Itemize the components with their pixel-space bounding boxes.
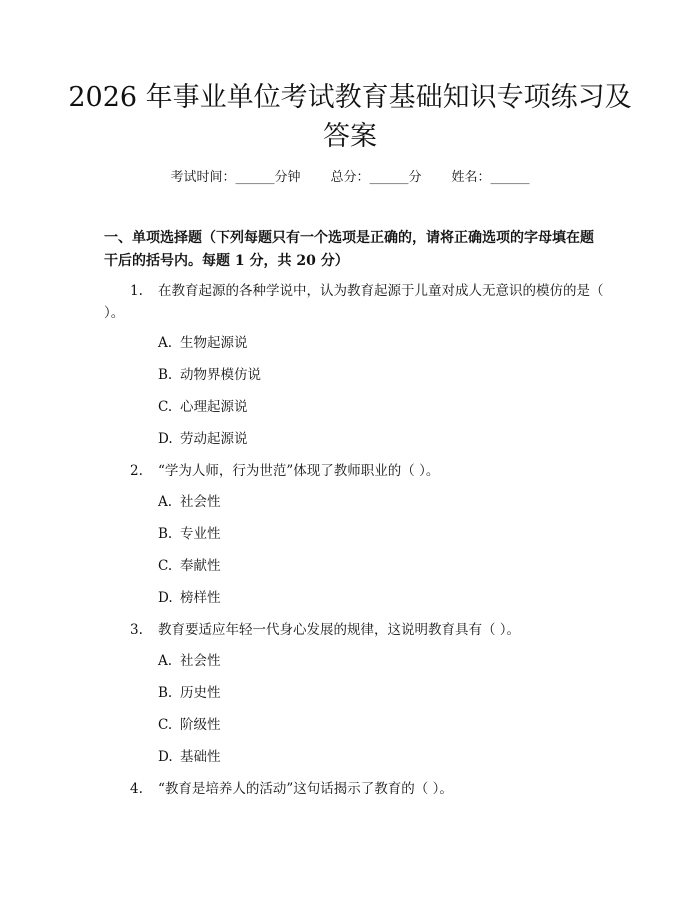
option-letter: D. bbox=[158, 749, 173, 765]
option-2d bbox=[158, 588, 221, 608]
option-3b bbox=[158, 683, 221, 703]
option-3a bbox=[158, 651, 221, 671]
option-text: 历史性 bbox=[180, 685, 221, 701]
option-3c bbox=[158, 715, 221, 735]
option-1a bbox=[158, 333, 248, 353]
option-letter: B. bbox=[158, 526, 173, 542]
option-text: 心理起源说 bbox=[180, 399, 248, 415]
option-letter: A. bbox=[158, 335, 173, 351]
question-text: “教育是培养人的活动”这句话揭示了教育的（ ）。 bbox=[158, 781, 453, 797]
question-number: 1. bbox=[130, 283, 143, 299]
option-letter: A. bbox=[158, 494, 173, 510]
question-number: 2. bbox=[130, 463, 143, 479]
question-text: 在教育起源的各种学说中，认为教育起源于儿童对成人无意识的模仿的是（ ）。 bbox=[104, 283, 604, 321]
option-3d bbox=[158, 747, 221, 767]
page-title: 2026 年事业单位考试教育基础知识专项练习及答案 bbox=[68, 82, 632, 152]
option-1c bbox=[158, 397, 248, 417]
option-text: 劳动起源说 bbox=[180, 431, 248, 447]
question-1 bbox=[104, 280, 604, 324]
question-2 bbox=[104, 460, 604, 482]
exam-meta bbox=[0, 168, 700, 188]
option-letter: C. bbox=[158, 558, 173, 574]
option-2a bbox=[158, 492, 221, 512]
question-text: 教育要适应年轻一代身心发展的规律，这说明教育具有（ ）。 bbox=[158, 622, 521, 638]
option-1b bbox=[158, 365, 261, 385]
option-2c bbox=[158, 556, 221, 576]
option-letter: B. bbox=[158, 685, 173, 701]
option-text: 社会性 bbox=[180, 494, 221, 510]
option-letter: D. bbox=[158, 431, 173, 447]
option-letter: C. bbox=[158, 717, 173, 733]
section-heading: 一、单项选择题（下列每题只有一个选项是正确的，请将正确选项的字母填在题干后的括号内。每题 1 分，共 20 分） bbox=[104, 230, 594, 269]
question-number: 3. bbox=[130, 622, 143, 638]
question-number: 4. bbox=[130, 781, 143, 797]
option-text: 榜样性 bbox=[180, 590, 221, 606]
option-2b bbox=[158, 524, 221, 544]
option-text: 阶级性 bbox=[180, 717, 221, 733]
option-letter: C. bbox=[158, 399, 173, 415]
name-field: 姓名：______ bbox=[451, 170, 530, 185]
option-text: 生物起源说 bbox=[180, 335, 248, 351]
option-letter: A. bbox=[158, 653, 173, 669]
option-text: 奉献性 bbox=[180, 558, 221, 574]
question-3 bbox=[104, 619, 604, 641]
option-text: 基础性 bbox=[180, 749, 221, 765]
option-text: 专业性 bbox=[180, 526, 221, 542]
option-1d bbox=[158, 429, 248, 449]
option-letter: D. bbox=[158, 590, 173, 606]
option-text: 社会性 bbox=[180, 653, 221, 669]
question-4 bbox=[104, 778, 604, 800]
total-score-field: 总分：______分 bbox=[330, 170, 422, 185]
question-text: “学为人师，行为世范”体现了教师职业的（ ）。 bbox=[158, 463, 440, 479]
exam-time-field: 考试时间：______分钟 bbox=[170, 170, 301, 185]
option-text: 动物界模仿说 bbox=[180, 367, 261, 383]
option-letter: B. bbox=[158, 367, 173, 383]
